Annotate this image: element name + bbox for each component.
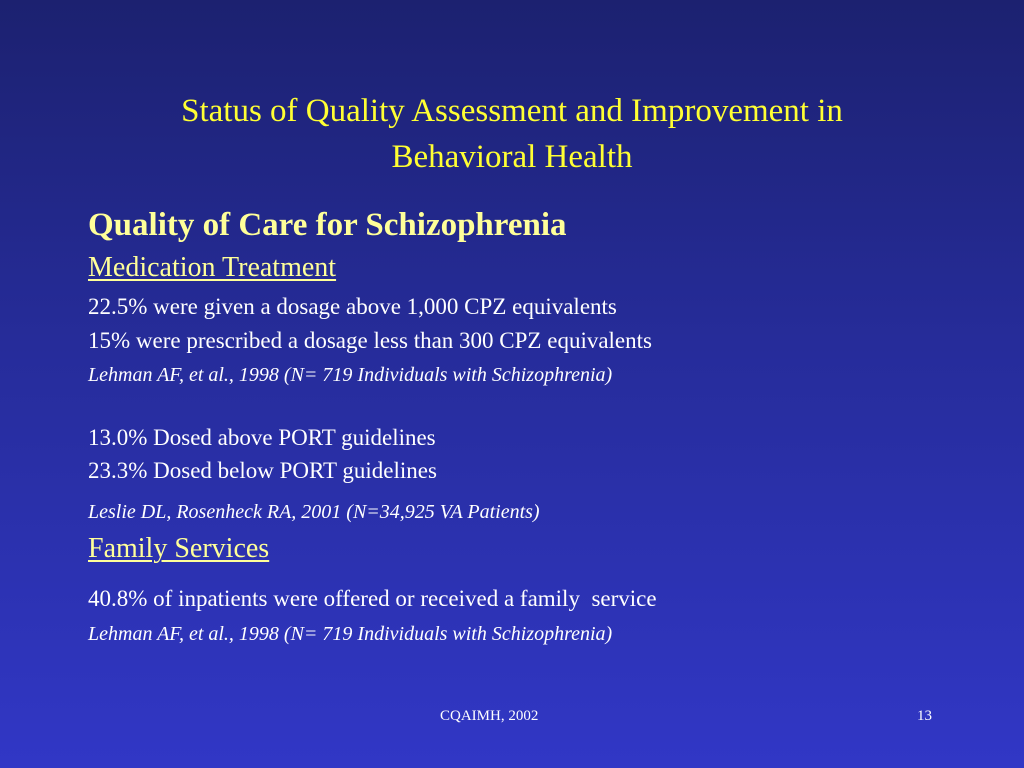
medication-stat-3: 13.0% Dosed above PORT guidelines — [88, 425, 436, 450]
medication-stat-4: 23.3% Dosed below PORT guidelines — [88, 458, 437, 483]
page-number: 13 — [917, 708, 932, 724]
medication-citation-2: Leslie DL, Rosenheck RA, 2001 (N=34,925 VA Patients) — [88, 501, 540, 523]
slide-title-line-2: Behavioral Health — [391, 139, 633, 175]
slide-title — [60, 88, 964, 180]
medication-citation-1: Lehman AF, et al., 1998 (N= 719 Individuals with Schizophrenia) — [88, 364, 613, 386]
family-citation-1: Lehman AF, et al., 1998 (N= 719 Individuals with Schizophrenia) — [88, 623, 613, 645]
medication-treatment-subhead: Medication Treatment — [88, 252, 337, 283]
section-heading: Quality of Care for Schizophrenia — [88, 207, 567, 243]
footer-credit: CQAIMH, 2002 — [440, 708, 539, 724]
medication-stat-2: 15% were prescribed a dosage less than 300 CPZ equivalents — [88, 328, 652, 353]
family-stat-1: 40.8% of inpatients were offered or received a family service — [88, 586, 657, 611]
slide-title-line-1: Status of Quality Assessment and Improvement in — [181, 93, 843, 129]
medication-stat-1: 22.5% were given a dosage above 1,000 CPZ equivalents — [88, 294, 617, 319]
family-services-subhead: Family Services — [88, 533, 270, 564]
